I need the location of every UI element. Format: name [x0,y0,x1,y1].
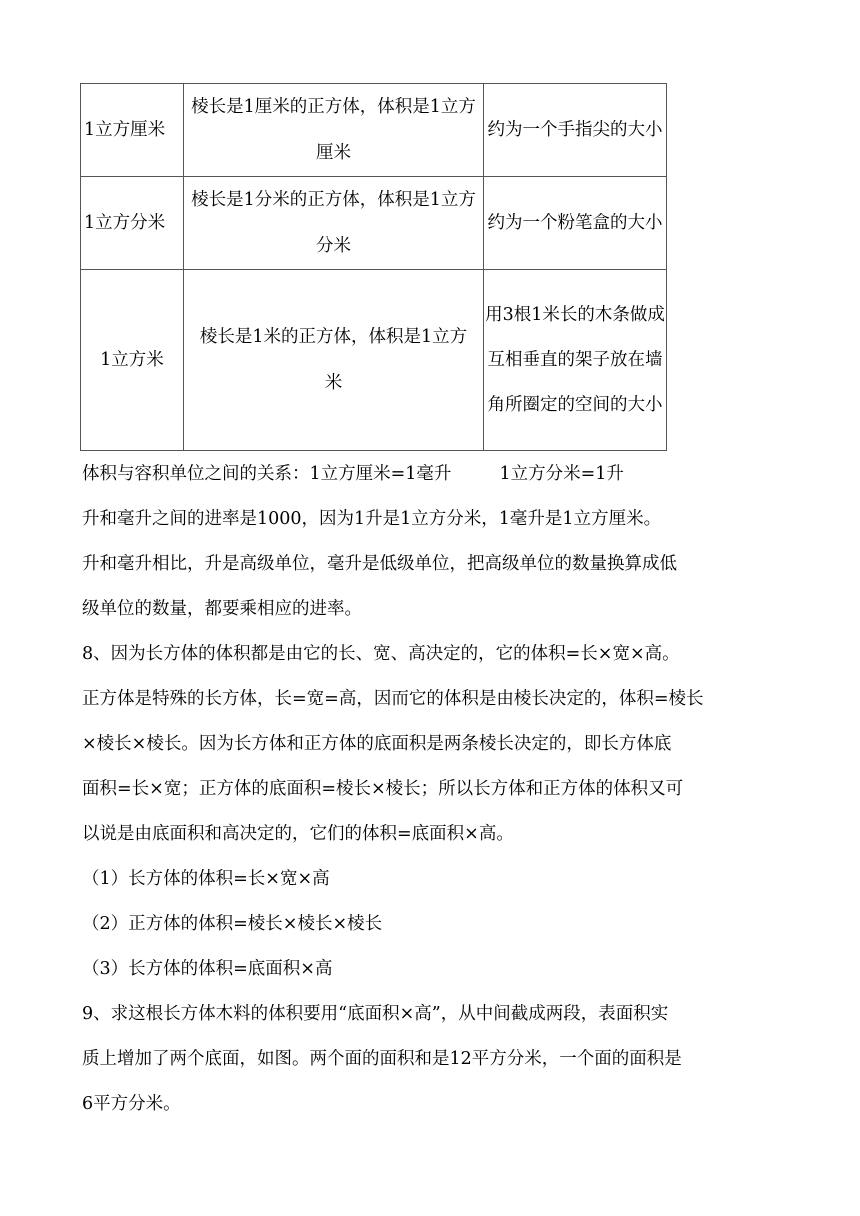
unit-example-cell: 用3根1米长的木条做成互相垂直的架子放在墙角所圈定的空间的大小 [484,270,667,451]
volume-units-table [80,83,667,451]
unit-definition-cell: 棱长是1米的正方体，体积是1立方米 [184,270,484,451]
table-row [81,270,667,451]
formula-item: （3）长方体的体积=底面积×高 [82,959,333,979]
relation-l: 1立方分米=1升 [499,464,624,484]
paragraph-8-line: 面积=长×宽；正方体的底面积=棱长×棱长；所以长方体和正方体的体积又可 [82,779,684,799]
paragraph-9-line: 6平方分米。 [82,1094,181,1114]
unit-definition-cell: 棱长是1厘米的正方体，体积是1立方厘米 [184,84,484,177]
paragraph-8-line: 以说是由底面积和高决定的，它们的体积=底面积×高。 [82,824,514,844]
paragraph-9-line: 9、求这根长方体木料的体积要用“底面积×高”，从中间截成两段，表面积实 [82,1004,669,1024]
rate-line: 升和毫升之间的进率是1000，因为1升是1立方分米，1毫升是1立方厘米。 [82,509,662,529]
formula-item: （1）长方体的体积=长×宽×高 [82,869,330,889]
unit-name-cell: 1立方米 [81,270,184,451]
paragraph-8-line: ×棱长×棱长。因为长方体和正方体的底面积是两条棱长决定的，即长方体底 [82,734,672,754]
relation-ml: 体积与容积单位之间的关系：1立方厘米=1毫升 [82,464,452,484]
body-text [82,452,782,1127]
unit-definition-cell: 棱长是1分米的正方体，体积是1立方分米 [184,177,484,270]
paragraph-9-line: 质上增加了两个底面，如图。两个面的面积和是12平方分米，一个面的面积是 [82,1049,682,1069]
compare-line: 级单位的数量，都要乘相应的进率。 [82,599,362,619]
paragraph-8-line: 正方体是特殊的长方体，长=宽=高，因而它的体积是由棱长决定的，体积=棱长 [82,689,704,709]
unit-name-cell: 1立方厘米 [81,84,184,177]
unit-name-cell: 1立方分米 [81,177,184,270]
unit-relation-line [82,452,782,497]
table-row [81,84,667,177]
compare-line: 升和毫升相比，升是高级单位，毫升是低级单位，把高级单位的数量换算成低 [82,554,677,574]
unit-example-cell: 约为一个手指尖的大小 [484,84,667,177]
table-row [81,177,667,270]
paragraph-8-line: 8、因为长方体的体积都是由它的长、宽、高决定的，它的体积=长×宽×高。 [82,644,680,664]
formula-item: （2）正方体的体积=棱长×棱长×棱长 [82,914,383,934]
unit-example-cell: 约为一个粉笔盒的大小 [484,177,667,270]
